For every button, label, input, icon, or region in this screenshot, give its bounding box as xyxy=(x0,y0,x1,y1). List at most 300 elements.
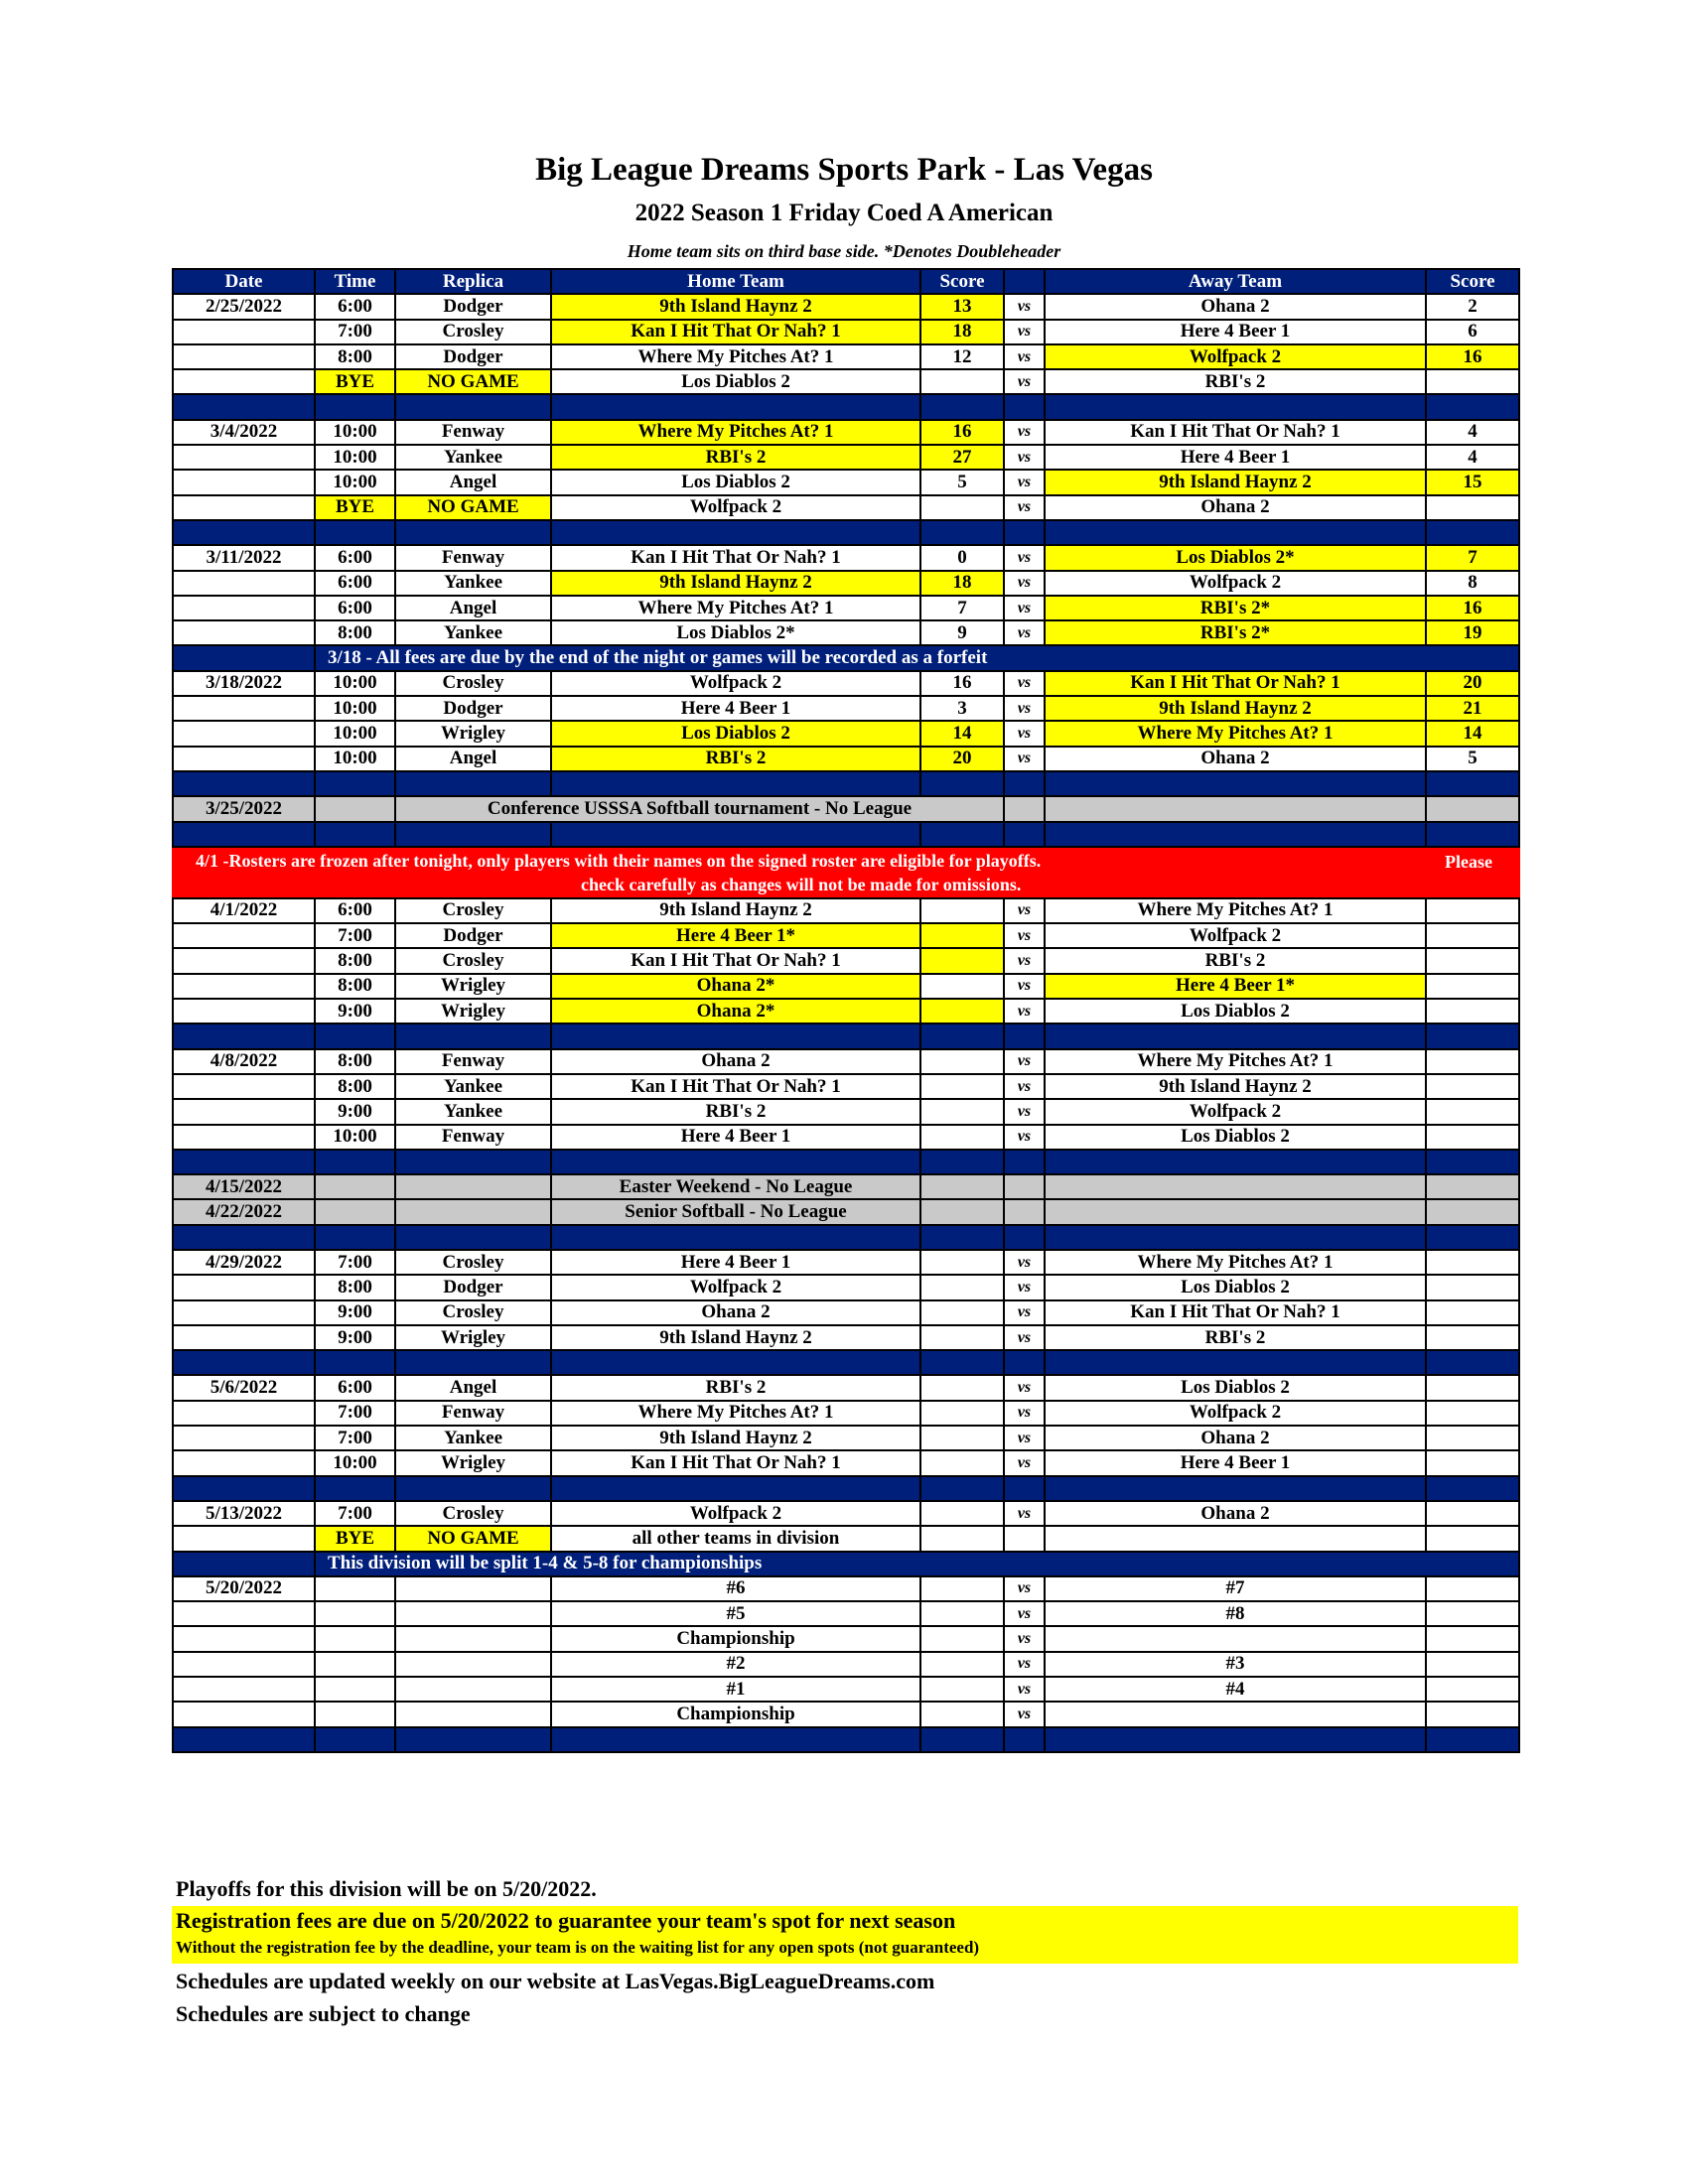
date-cell xyxy=(173,1125,315,1150)
game-row xyxy=(173,1300,1519,1325)
home-team-cell: Ohana 2 xyxy=(551,1300,920,1325)
date-cell: 4/15/2022 xyxy=(173,1174,315,1199)
away-score-cell xyxy=(1426,948,1519,973)
vs-cell: vs xyxy=(1004,1275,1045,1299)
date-cell xyxy=(173,445,315,470)
home-team-cell: 9th Island Haynz 2 xyxy=(551,294,920,319)
home-score-cell: 5 xyxy=(920,470,1004,494)
date-cell xyxy=(173,470,315,494)
away-score-cell: 16 xyxy=(1426,596,1519,620)
home-score-cell xyxy=(920,1099,1004,1124)
home-score-cell: 16 xyxy=(920,671,1004,696)
bye-time-cell: BYE xyxy=(315,369,395,394)
separator-cell xyxy=(1045,1024,1426,1048)
away-score-cell xyxy=(1426,974,1519,999)
home-score-cell xyxy=(920,495,1004,520)
away-score-cell xyxy=(1426,1049,1519,1074)
game-row xyxy=(173,1125,1519,1150)
bye-time-cell: BYE xyxy=(315,1526,395,1551)
home-score-cell xyxy=(920,1576,1004,1601)
away-team-cell: Kan I Hit That Or Nah? 1 xyxy=(1045,671,1426,696)
home-score-cell xyxy=(920,1652,1004,1677)
no-league-text: Senior Softball - No League xyxy=(551,1199,920,1224)
away-score-cell xyxy=(1426,1250,1519,1275)
separator-cell xyxy=(1004,394,1045,419)
home-score-cell: 27 xyxy=(920,445,1004,470)
vs-cell: vs xyxy=(1004,696,1045,721)
vs-cell: vs xyxy=(1004,470,1045,494)
separator-cell xyxy=(551,394,920,419)
separator-cell xyxy=(1004,520,1045,545)
announcement-text: This division will be split 1-4 & 5-8 for championships xyxy=(315,1552,1519,1576)
col-date-header: Date xyxy=(173,269,315,294)
bye-home-team-cell: Los Diablos 2 xyxy=(551,369,920,394)
away-score-cell: 14 xyxy=(1426,721,1519,746)
away-score-cell: 4 xyxy=(1426,445,1519,470)
field-cell xyxy=(395,1576,551,1601)
away-team-cell: Ohana 2 xyxy=(1045,1501,1426,1526)
away-score-cell xyxy=(1426,1125,1519,1150)
time-cell: 7:00 xyxy=(315,1501,395,1526)
date-cell xyxy=(173,1074,315,1099)
time-cell: 10:00 xyxy=(315,1450,395,1475)
away-score-cell: 7 xyxy=(1426,545,1519,570)
time-cell: 8:00 xyxy=(315,344,395,369)
away-score-cell: 5 xyxy=(1426,747,1519,771)
field-cell xyxy=(395,1652,551,1677)
away-score-cell xyxy=(1426,1401,1519,1426)
vs-cell: vs xyxy=(1004,1125,1045,1150)
separator-row xyxy=(173,1727,1519,1752)
date-cell xyxy=(173,1450,315,1475)
separator-cell xyxy=(920,1024,1004,1048)
roster-freeze-line-1: 4/1 -Rosters are frozen after tonight, only players with their names on the signed roster are eligible for playoffs. xyxy=(196,850,1042,871)
away-team-cell: Where My Pitches At? 1 xyxy=(1045,1250,1426,1275)
home-score-cell xyxy=(920,369,1004,394)
roster-freeze-line-2: check carefully as changes will not be made for omissions. xyxy=(581,874,1022,894)
separator-cell xyxy=(1426,1225,1519,1250)
home-team-cell: Los Diablos 2 xyxy=(551,721,920,746)
home-team-cell: RBI's 2 xyxy=(551,1375,920,1400)
vs-cell: vs xyxy=(1004,671,1045,696)
separator-cell xyxy=(551,1476,920,1501)
away-team-cell xyxy=(1045,1702,1426,1726)
away-team-cell xyxy=(1045,1199,1426,1224)
away-team-cell: Where My Pitches At? 1 xyxy=(1045,898,1426,923)
time-cell: 7:00 xyxy=(315,320,395,344)
date-cell xyxy=(173,1702,315,1726)
date-cell xyxy=(173,369,315,394)
separator-cell xyxy=(395,1727,551,1752)
away-team-cell: Here 4 Beer 1* xyxy=(1045,974,1426,999)
game-row xyxy=(173,545,1519,570)
vs-cell: vs xyxy=(1004,721,1045,746)
game-row xyxy=(173,671,1519,696)
field-cell: Wrigley xyxy=(395,974,551,999)
separator-cell xyxy=(395,520,551,545)
header-row xyxy=(173,269,1519,294)
game-row xyxy=(173,445,1519,470)
home-team-cell: #2 xyxy=(551,1652,920,1677)
home-score-cell xyxy=(920,1125,1004,1150)
separator-cell xyxy=(920,1476,1004,1501)
game-row xyxy=(173,974,1519,999)
vs-cell: vs xyxy=(1004,596,1045,620)
separator-row xyxy=(173,1225,1519,1250)
away-score-cell: 16 xyxy=(1426,344,1519,369)
vs-cell: vs xyxy=(1004,974,1045,999)
game-row xyxy=(173,999,1519,1024)
separator-cell xyxy=(315,1476,395,1501)
bye-teams-cell: all other teams in division xyxy=(551,1526,920,1551)
home-score-cell xyxy=(920,1049,1004,1074)
time-cell: 10:00 xyxy=(315,721,395,746)
home-score-cell xyxy=(920,1325,1004,1350)
date-cell xyxy=(173,999,315,1024)
home-team-cell: 9th Island Haynz 2 xyxy=(551,1325,920,1350)
time-cell: 8:00 xyxy=(315,1049,395,1074)
home-score-cell xyxy=(920,1677,1004,1702)
vs-cell: vs xyxy=(1004,1325,1045,1350)
time-cell: 7:00 xyxy=(315,1401,395,1426)
home-score-cell: 16 xyxy=(920,420,1004,445)
date-cell xyxy=(173,1626,315,1651)
field-cell xyxy=(395,1626,551,1651)
home-team-cell: Wolfpack 2 xyxy=(551,1275,920,1299)
home-team-cell: Where My Pitches At? 1 xyxy=(551,1401,920,1426)
home-score-cell xyxy=(920,1174,1004,1199)
time-cell: 7:00 xyxy=(315,1250,395,1275)
field-cell: Angel xyxy=(395,747,551,771)
away-team-cell: Here 4 Beer 1 xyxy=(1045,320,1426,344)
separator-cell xyxy=(551,1024,920,1048)
field-cell xyxy=(395,1174,551,1199)
time-cell xyxy=(315,1677,395,1702)
game-row xyxy=(173,1325,1519,1350)
home-team-cell: Championship xyxy=(551,1626,920,1651)
col-vs-header xyxy=(1004,269,1045,294)
game-row xyxy=(173,1375,1519,1400)
home-score-cell: 20 xyxy=(920,747,1004,771)
separator-cell xyxy=(1426,1150,1519,1174)
date-cell xyxy=(173,344,315,369)
separator-cell xyxy=(920,1150,1004,1174)
game-row xyxy=(173,1099,1519,1124)
time-cell: 9:00 xyxy=(315,1325,395,1350)
separator-cell xyxy=(315,771,395,796)
away-score-cell: 21 xyxy=(1426,696,1519,721)
no-game-cell: NO GAME xyxy=(395,495,551,520)
separator-row xyxy=(173,520,1519,545)
away-team-cell: Kan I Hit That Or Nah? 1 xyxy=(1045,1300,1426,1325)
home-team-cell: Ohana 2* xyxy=(551,974,920,999)
game-row xyxy=(173,1275,1519,1299)
game-row xyxy=(173,1576,1519,1601)
date-cell: 4/29/2022 xyxy=(173,1250,315,1275)
bye-row xyxy=(173,495,1519,520)
away-team-cell: Wolfpack 2 xyxy=(1045,1099,1426,1124)
away-score-cell xyxy=(1426,898,1519,923)
game-row xyxy=(173,1401,1519,1426)
time-cell xyxy=(315,1576,395,1601)
separator-cell xyxy=(173,771,315,796)
date-cell xyxy=(173,596,315,620)
time-cell: 10:00 xyxy=(315,445,395,470)
time-cell: 7:00 xyxy=(315,923,395,948)
home-team-cell: #5 xyxy=(551,1601,920,1626)
game-row xyxy=(173,1677,1519,1702)
separator-cell xyxy=(1004,1350,1045,1375)
home-team-cell: Wolfpack 2 xyxy=(551,1501,920,1526)
home-team-cell: Los Diablos 2 xyxy=(551,470,920,494)
away-score-cell xyxy=(1426,1526,1519,1551)
separator-cell xyxy=(395,1225,551,1250)
date-cell xyxy=(173,747,315,771)
separator-cell xyxy=(173,1476,315,1501)
away-team-cell: Ohana 2 xyxy=(1045,294,1426,319)
game-row xyxy=(173,1601,1519,1626)
page-title: Big League Dreams Sports Park - Las Vegas xyxy=(535,152,1153,188)
separator-row xyxy=(173,771,1519,796)
vs-cell: vs xyxy=(1004,923,1045,948)
home-team-cell: Ohana 2 xyxy=(551,1049,920,1074)
date-cell: 3/25/2022 xyxy=(173,796,315,821)
col-field-header: Replica xyxy=(395,269,551,294)
separator-cell xyxy=(173,1727,315,1752)
away-score-cell xyxy=(1426,1702,1519,1726)
home-team-cell: Here 4 Beer 1* xyxy=(551,923,920,948)
away-team-cell: 9th Island Haynz 2 xyxy=(1045,1074,1426,1099)
separator-row xyxy=(173,1024,1519,1048)
game-row xyxy=(173,1501,1519,1526)
separator-cell xyxy=(1045,1350,1426,1375)
field-cell: Yankee xyxy=(395,1426,551,1450)
away-team-cell: #3 xyxy=(1045,1652,1426,1677)
separator-cell xyxy=(1045,771,1426,796)
game-row xyxy=(173,470,1519,494)
time-cell xyxy=(315,1652,395,1677)
game-row xyxy=(173,696,1519,721)
field-cell: Dodger xyxy=(395,696,551,721)
time-cell: 6:00 xyxy=(315,1375,395,1400)
home-team-cell: Here 4 Beer 1 xyxy=(551,696,920,721)
home-team-cell: RBI's 2 xyxy=(551,747,920,771)
home-team-cell: Kan I Hit That Or Nah? 1 xyxy=(551,948,920,973)
away-score-cell: 20 xyxy=(1426,671,1519,696)
game-row xyxy=(173,294,1519,319)
separator-cell xyxy=(1004,1476,1045,1501)
vs-cell: vs xyxy=(1004,369,1045,394)
col-away-score-header: Score xyxy=(1426,269,1519,294)
field-cell: Yankee xyxy=(395,445,551,470)
away-team-cell: Here 4 Beer 1 xyxy=(1045,1450,1426,1475)
vs-cell: vs xyxy=(1004,898,1045,923)
field-cell: Crosley xyxy=(395,671,551,696)
separator-cell xyxy=(1004,822,1045,847)
date-cell: 4/8/2022 xyxy=(173,1049,315,1074)
separator-cell xyxy=(920,1350,1004,1375)
away-team-cell: Wolfpack 2 xyxy=(1045,1401,1426,1426)
separator-row xyxy=(173,1150,1519,1174)
separator-cell xyxy=(395,1150,551,1174)
away-team-cell: Los Diablos 2 xyxy=(1045,1375,1426,1400)
home-score-cell xyxy=(920,1526,1004,1551)
vs-cell: vs xyxy=(1004,1576,1045,1601)
away-team-cell: RBI's 2 xyxy=(1045,1325,1426,1350)
home-score-cell xyxy=(920,898,1004,923)
announcement-spacer xyxy=(173,645,315,670)
game-row xyxy=(173,1702,1519,1726)
game-row xyxy=(173,721,1519,746)
separator-cell xyxy=(173,822,315,847)
date-cell xyxy=(173,320,315,344)
away-team-cell: Where My Pitches At? 1 xyxy=(1045,721,1426,746)
home-score-cell xyxy=(920,999,1004,1024)
home-score-cell xyxy=(920,948,1004,973)
separator-cell xyxy=(1004,1150,1045,1174)
time-cell: 6:00 xyxy=(315,571,395,596)
separator-cell xyxy=(1004,771,1045,796)
time-cell: 8:00 xyxy=(315,974,395,999)
home-score-cell xyxy=(920,1074,1004,1099)
col-time-header: Time xyxy=(315,269,395,294)
game-row xyxy=(173,620,1519,645)
date-cell: 2/25/2022 xyxy=(173,294,315,319)
separator-cell xyxy=(551,1150,920,1174)
away-score-cell xyxy=(1426,1099,1519,1124)
date-cell xyxy=(173,1300,315,1325)
home-team-cell: RBI's 2 xyxy=(551,445,920,470)
date-cell xyxy=(173,721,315,746)
game-row xyxy=(173,320,1519,344)
away-score-cell xyxy=(1426,796,1519,821)
vs-cell: vs xyxy=(1004,1652,1045,1677)
vs-cell xyxy=(1004,796,1045,821)
col-away-header: Away Team xyxy=(1045,269,1426,294)
date-cell xyxy=(173,948,315,973)
vs-cell: vs xyxy=(1004,1049,1045,1074)
away-score-cell xyxy=(1426,1601,1519,1626)
date-cell xyxy=(173,1325,315,1350)
game-row xyxy=(173,1652,1519,1677)
website-note: Schedules are updated weekly on our website at LasVegas.BigLeagueDreams.com xyxy=(176,1969,935,1993)
game-row xyxy=(173,596,1519,620)
vs-cell: vs xyxy=(1004,1401,1045,1426)
away-team-cell: Los Diablos 2 xyxy=(1045,999,1426,1024)
away-team-cell: RBI's 2* xyxy=(1045,596,1426,620)
away-score-cell: 19 xyxy=(1426,620,1519,645)
vs-cell: vs xyxy=(1004,1677,1045,1702)
separator-cell xyxy=(551,1727,920,1752)
away-team-cell: #4 xyxy=(1045,1677,1426,1702)
away-team-cell: Los Diablos 2 xyxy=(1045,1275,1426,1299)
date-cell: 3/4/2022 xyxy=(173,420,315,445)
separator-cell xyxy=(1004,1225,1045,1250)
separator-cell xyxy=(1426,771,1519,796)
home-team-cell: Kan I Hit That Or Nah? 1 xyxy=(551,320,920,344)
home-team-cell: 9th Island Haynz 2 xyxy=(551,571,920,596)
vs-cell: vs xyxy=(1004,545,1045,570)
date-cell xyxy=(173,696,315,721)
page-subtitle: 2022 Season 1 Friday Coed A American xyxy=(634,200,1054,226)
home-team-cell: Ohana 2* xyxy=(551,999,920,1024)
away-score-cell: 15 xyxy=(1426,470,1519,494)
vs-cell: vs xyxy=(1004,1601,1045,1626)
game-row xyxy=(173,1426,1519,1450)
announcement-row xyxy=(173,1552,1519,1576)
vs-cell xyxy=(1004,1199,1045,1224)
home-score-cell xyxy=(920,1401,1004,1426)
time-cell: 7:00 xyxy=(315,1426,395,1450)
home-team-cell: 9th Island Haynz 2 xyxy=(551,898,920,923)
game-row xyxy=(173,1049,1519,1074)
separator-cell xyxy=(1426,1024,1519,1048)
field-cell xyxy=(395,1702,551,1726)
field-cell: Wrigley xyxy=(395,1325,551,1350)
time-cell: 8:00 xyxy=(315,1275,395,1299)
away-score-cell xyxy=(1426,1426,1519,1450)
time-cell xyxy=(315,1174,395,1199)
field-cell: Yankee xyxy=(395,1099,551,1124)
no-game-cell: NO GAME xyxy=(395,1526,551,1551)
away-score-cell xyxy=(1426,1174,1519,1199)
bye-away-team-cell: Ohana 2 xyxy=(1045,495,1426,520)
time-cell: 8:00 xyxy=(315,948,395,973)
vs-cell: vs xyxy=(1004,620,1045,645)
separator-cell xyxy=(551,1225,920,1250)
field-cell: Crosley xyxy=(395,320,551,344)
field-cell: Angel xyxy=(395,470,551,494)
field-cell: Wrigley xyxy=(395,721,551,746)
date-cell: 5/6/2022 xyxy=(173,1375,315,1400)
date-cell: 5/20/2022 xyxy=(173,1576,315,1601)
date-cell xyxy=(173,620,315,645)
separator-cell xyxy=(1004,1727,1045,1752)
no-league-text: Easter Weekend - No League xyxy=(551,1174,920,1199)
field-cell: Yankee xyxy=(395,571,551,596)
separator-cell xyxy=(1045,520,1426,545)
vs-cell: vs xyxy=(1004,747,1045,771)
field-cell: Crosley xyxy=(395,1501,551,1526)
away-score-cell: 4 xyxy=(1426,420,1519,445)
away-score-cell xyxy=(1426,1275,1519,1299)
away-team-cell xyxy=(1045,1526,1426,1551)
registration-note: Registration fees are due on 5/20/2022 to guarantee your team's spot for next season xyxy=(176,1908,956,1933)
home-team-cell: Kan I Hit That Or Nah? 1 xyxy=(551,545,920,570)
home-score-cell: 18 xyxy=(920,320,1004,344)
time-cell: 8:00 xyxy=(315,620,395,645)
time-cell: 9:00 xyxy=(315,999,395,1024)
away-score-cell: 8 xyxy=(1426,571,1519,596)
separator-cell xyxy=(315,1225,395,1250)
separator-cell xyxy=(315,822,395,847)
home-score-cell: 12 xyxy=(920,344,1004,369)
field-cell: Crosley xyxy=(395,948,551,973)
roster-freeze-please: Please xyxy=(1445,851,1492,872)
home-score-cell: 18 xyxy=(920,571,1004,596)
separator-cell xyxy=(920,520,1004,545)
away-score-cell xyxy=(1426,1199,1519,1224)
separator-cell xyxy=(551,822,920,847)
vs-cell: vs xyxy=(1004,1250,1045,1275)
away-score-cell xyxy=(1426,495,1519,520)
home-score-cell: 14 xyxy=(920,721,1004,746)
separator-cell xyxy=(551,1350,920,1375)
home-score-cell xyxy=(920,1702,1004,1726)
vs-cell xyxy=(1004,1526,1045,1551)
no-game-cell: NO GAME xyxy=(395,369,551,394)
no-league-row xyxy=(173,1174,1519,1199)
